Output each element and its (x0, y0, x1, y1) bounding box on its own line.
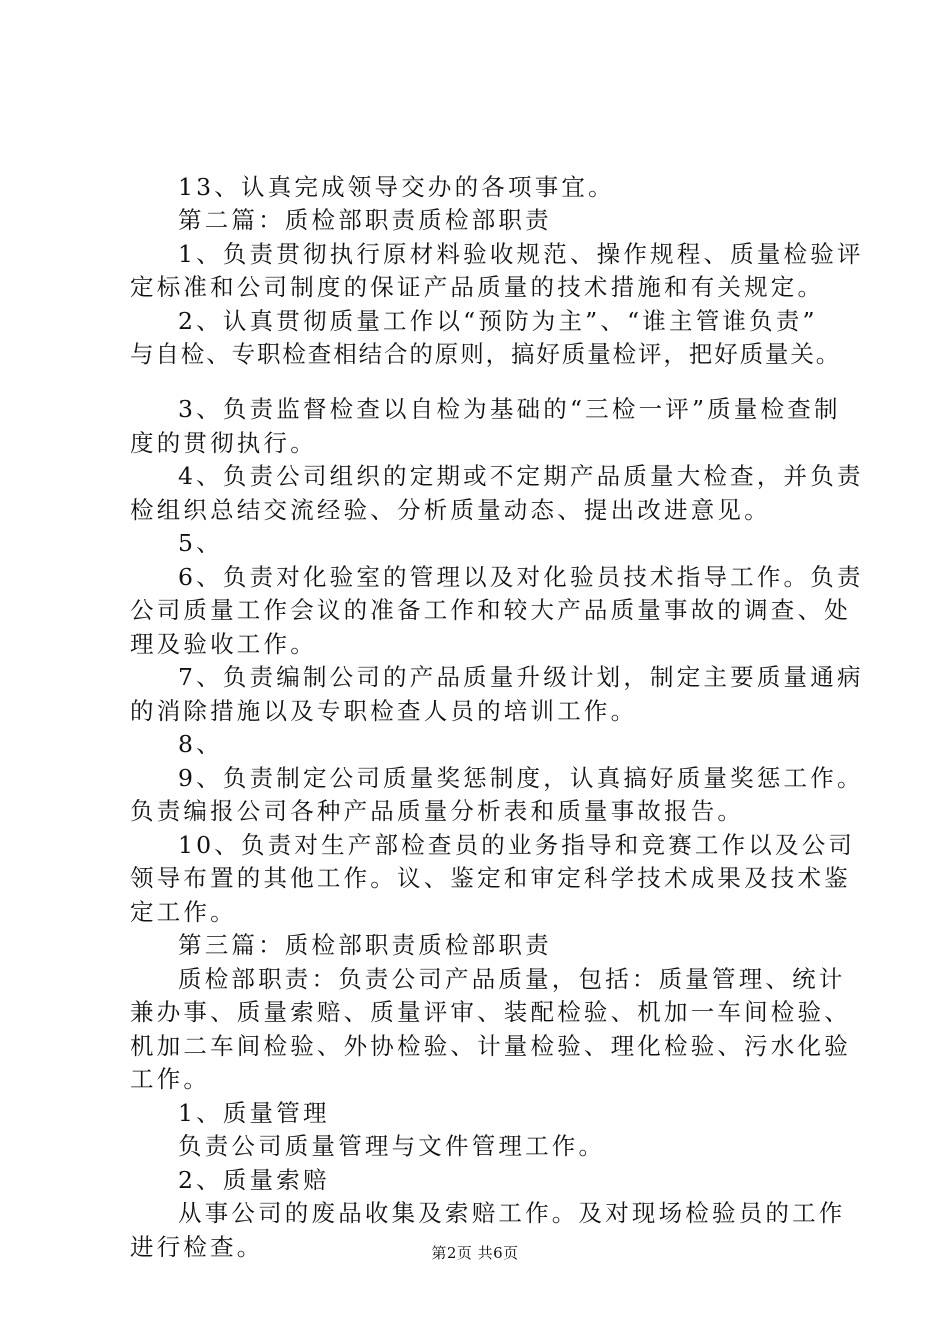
text-line: 负责公司质量管理与文件管理工作。 (178, 1132, 606, 1160)
text-line: 8、 (178, 730, 223, 758)
text-line: 负责编报公司各种产品质量分析表和质量事故报告。 (130, 797, 745, 825)
subheading: 2、质量索赔 (178, 1166, 330, 1194)
text-line: 1、负责贯彻执行原材料验收规范、操作规程、质量检验评 (178, 240, 864, 268)
text-line: 理及验收工作。 (130, 630, 317, 658)
text-line: 定标准和公司制度的保证产品质量的技术措施和有关规定。 (130, 273, 825, 301)
text-line: 7、负责编制公司的产品质量升级计划，制定主要质量通病 (178, 663, 864, 691)
text-line: 机加二车间检验、外协检验、计量检验、理化检验、污水化验 (130, 1032, 851, 1060)
text-line: 13、认真完成领导交办的各项事宜。 (178, 173, 615, 201)
text-line: 工作。 (130, 1065, 211, 1093)
text-line: 3、负责监督检查以自检为基础的“三检一评”质量检查制 (178, 395, 841, 423)
page-footer: 第2页 共6页 (431, 1244, 519, 1262)
text-line: 6、负责对化验室的管理以及对化验员技术指导工作。负责 (178, 563, 864, 591)
text-line: 4、负责公司组织的定期或不定期产品质量大检查，并负责 (178, 462, 864, 490)
text-line: 的消除措施以及专职检查人员的培训工作。 (130, 697, 638, 725)
text-line: 度的贯彻执行。 (130, 429, 317, 457)
section-heading: 第二篇：质检部职责质检部职责 (178, 206, 552, 234)
text-line: 公司质量工作会议的准备工作和较大产品质量事故的调查、处 (130, 596, 851, 624)
subheading: 1、质量管理 (178, 1099, 330, 1127)
text-line: 检组织总结交流经验、分析质量动态、提出改进意见。 (130, 496, 771, 524)
text-line: 定工作。 (130, 898, 237, 926)
text-line: 进行检查。 (130, 1233, 264, 1261)
text-line: 与自检、专职检查相结合的原则，搞好质量检评，把好质量关。 (130, 340, 842, 368)
text-line: 领导布置的其他工作。议、鉴定和审定科学技术成果及技术鉴 (130, 864, 851, 892)
text-line: 9、负责制定公司质量奖惩制度，认真搞好质量奖惩工作。 (178, 764, 864, 792)
text-line: 质检部职责：负责公司产品质量，包括：质量管理、统计 (178, 965, 846, 993)
text-line: 兼办事、质量索赔、质量评审、装配检验、机加一车间检验、 (130, 998, 851, 1026)
text-line: 从事公司的废品收集及索赔工作。及对现场检验员的工作 (178, 1199, 846, 1227)
text-line: 10、负责对生产部检查员的业务指导和竞赛工作以及公司 (178, 831, 856, 859)
section-heading: 第三篇：质检部职责质检部职责 (178, 931, 552, 959)
text-line: 5、 (178, 529, 223, 557)
text-line: 2、认真贯彻质量工作以“预防为主”、“谁主管谁负责” (178, 307, 818, 335)
